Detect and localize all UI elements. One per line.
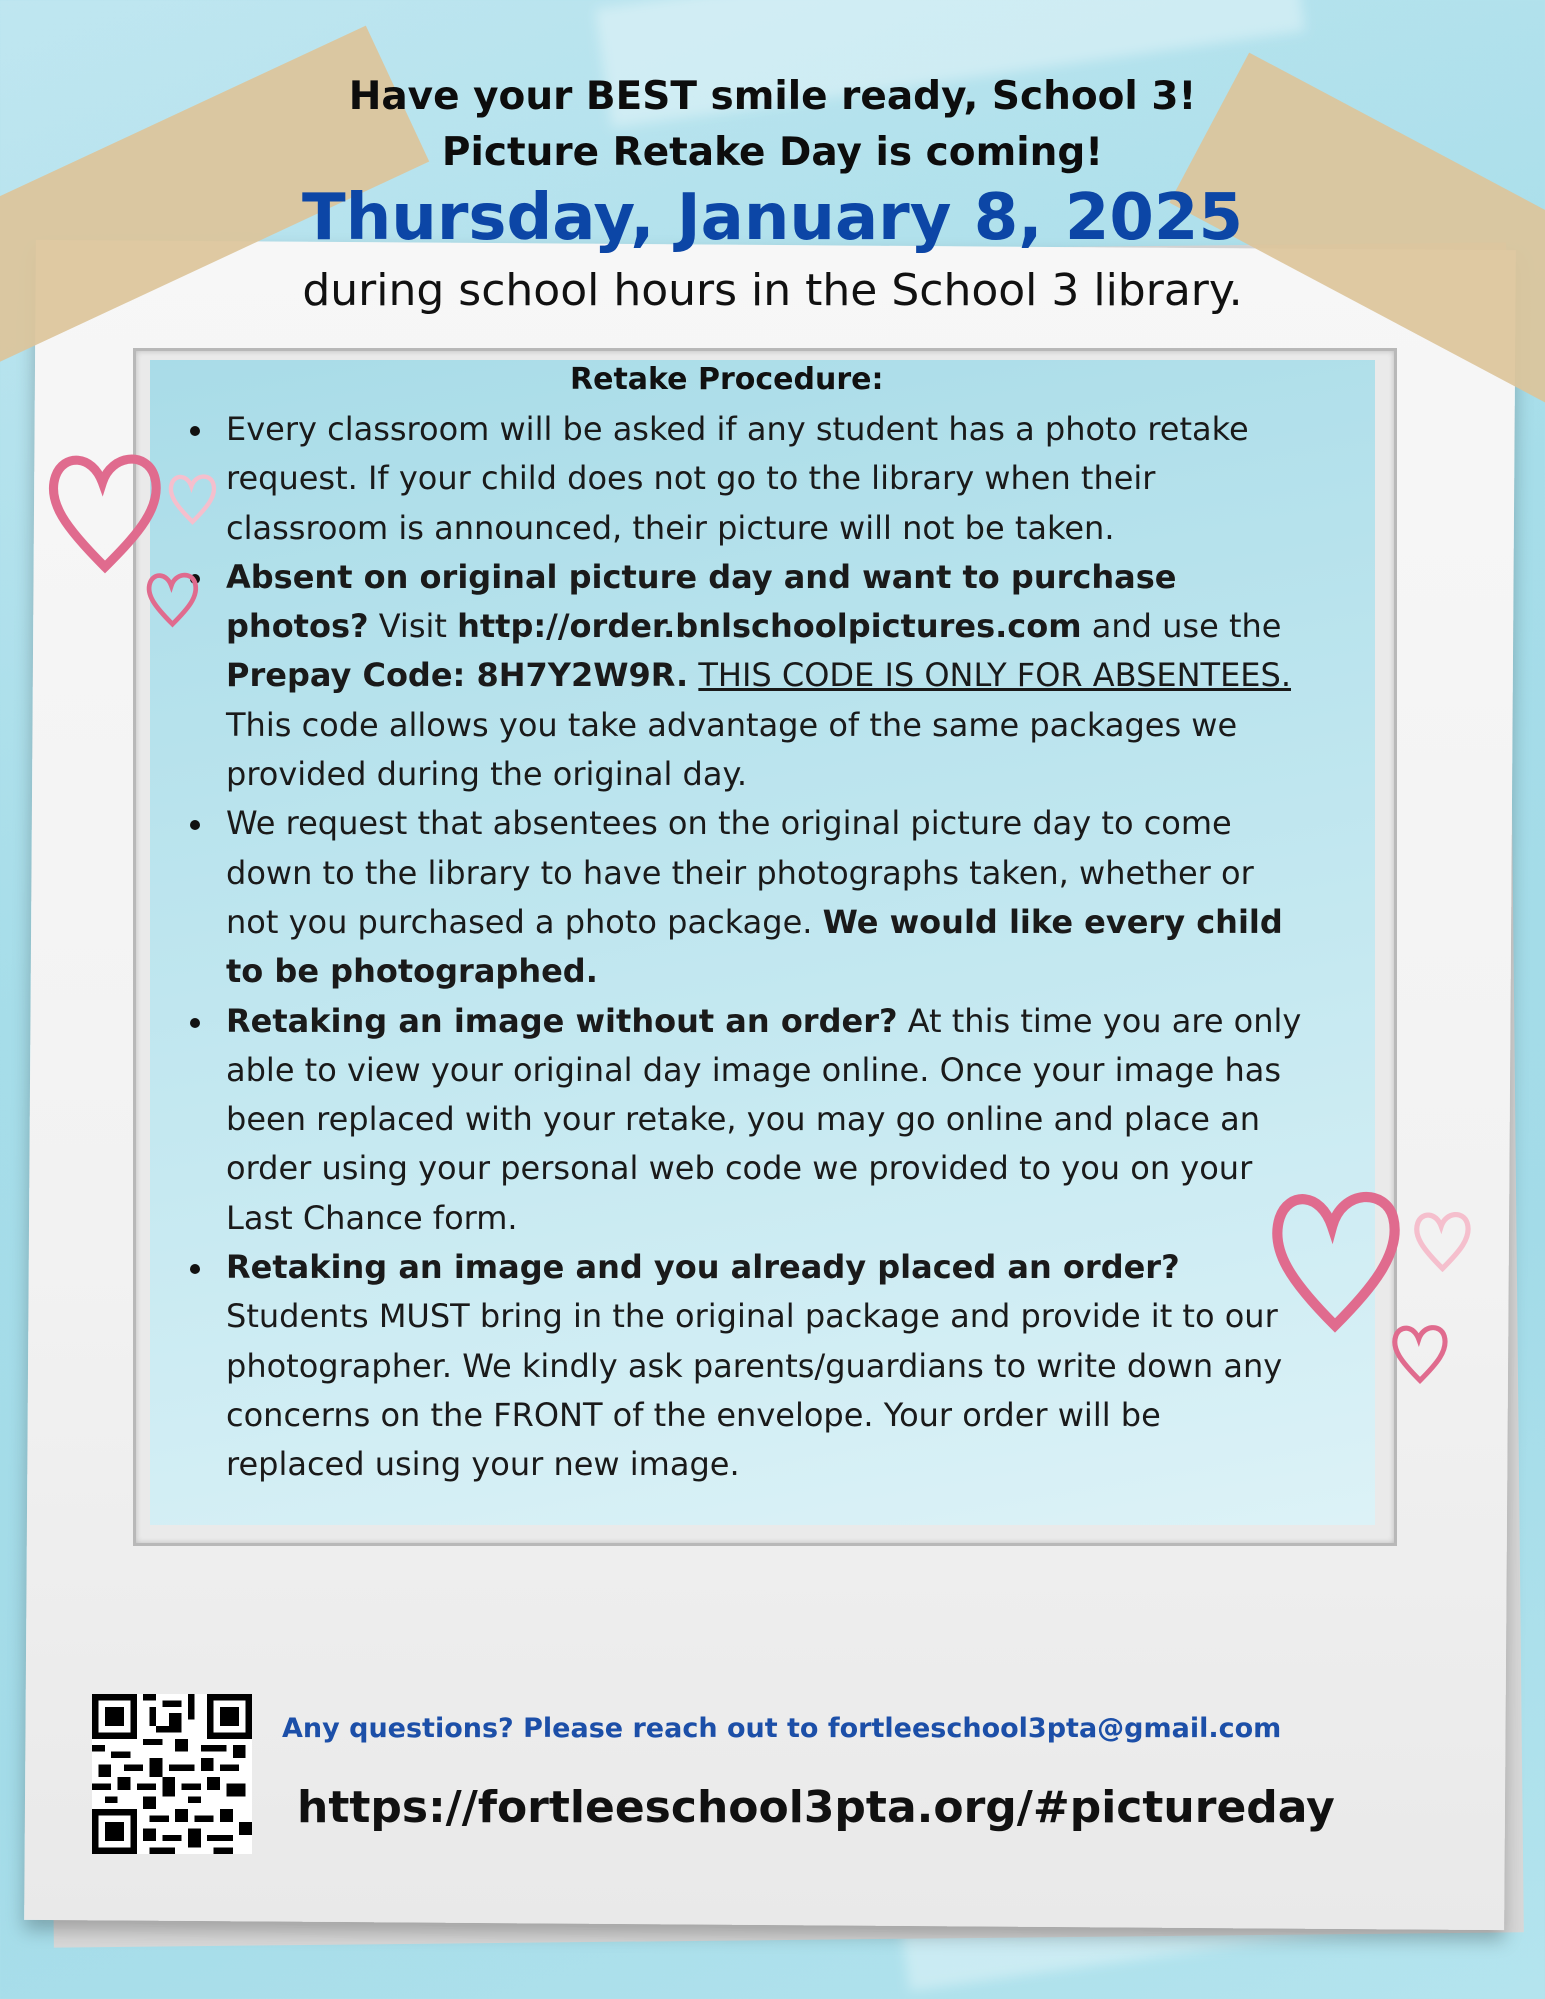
procedure-list	[185, 405, 1305, 1490]
item-lead: Absent on original picture day and want to purchase photos?	[226, 557, 1177, 646]
pta-website-link[interactable]: https://fortleeschool3pta.org/#pictureday	[297, 1782, 1335, 1833]
list-item	[185, 799, 1305, 996]
heart-icon	[1260, 1180, 1410, 1340]
list-item	[185, 997, 1305, 1243]
headline-retake-day: Picture Retake Day is coming!	[441, 130, 1104, 175]
qr-code[interactable]	[92, 1694, 252, 1854]
item-text: Visit	[368, 607, 458, 646]
item-text: At this time you are only able to view your original day image online. Once your image has been replaced with your retake, you may go online and place an order using your personal web code we provided to you on your Last Chance form.	[226, 1001, 1302, 1237]
headline-smile: Have your BEST smile ready, School 3!	[348, 74, 1197, 119]
item-text: Students MUST bring in the original package and provide it to our photographer. We kindly ask parents/guardians to write down any concerns on the FRONT of the envelope. Your order will be replaced using your new image.	[226, 1297, 1283, 1484]
item-text: This code allows you take advantage of the same packages we provided during the original day.	[226, 705, 1238, 794]
list-item	[185, 553, 1305, 799]
item-emphasis: We would like every child to be photographed.	[226, 902, 1283, 991]
contact-email[interactable]: Any questions? Please reach out to fortleeschool3pta@gmail.com	[282, 1713, 1282, 1744]
heart-icon	[165, 470, 220, 530]
heart-icon	[1410, 1205, 1475, 1280]
procedure-title: Retake Procedure:	[570, 362, 884, 397]
item-lead: Retaking an image and you already placed an order?	[226, 1248, 1180, 1287]
item-text: Every classroom will be asked if any student has a photo retake request. If your child does not go to the library when their classroom is announced, their picture will not be taken.	[226, 410, 1249, 547]
order-link[interactable]: http://order.bnlschoolpictures.com	[457, 607, 1082, 646]
list-item	[185, 405, 1305, 553]
event-date: Thursday, January 8, 2025	[302, 181, 1243, 255]
item-lead: Retaking an image without an order?	[226, 1001, 898, 1040]
prepay-code: Prepay Code: 8H7Y2W9R.	[226, 656, 689, 695]
event-location: during school hours in the School 3 library.	[302, 265, 1243, 316]
list-item	[185, 1243, 1305, 1489]
item-text: We request that absentees on the original picture day to come down to the library to have their photographs taken, whether or not you purchased a photo package.	[226, 804, 1254, 941]
heart-icon	[1385, 1320, 1455, 1390]
item-text: and use the	[1081, 607, 1282, 646]
heart-icon	[140, 568, 205, 633]
absentee-notice: THIS CODE IS ONLY FOR ABSENTEES.	[698, 656, 1291, 695]
